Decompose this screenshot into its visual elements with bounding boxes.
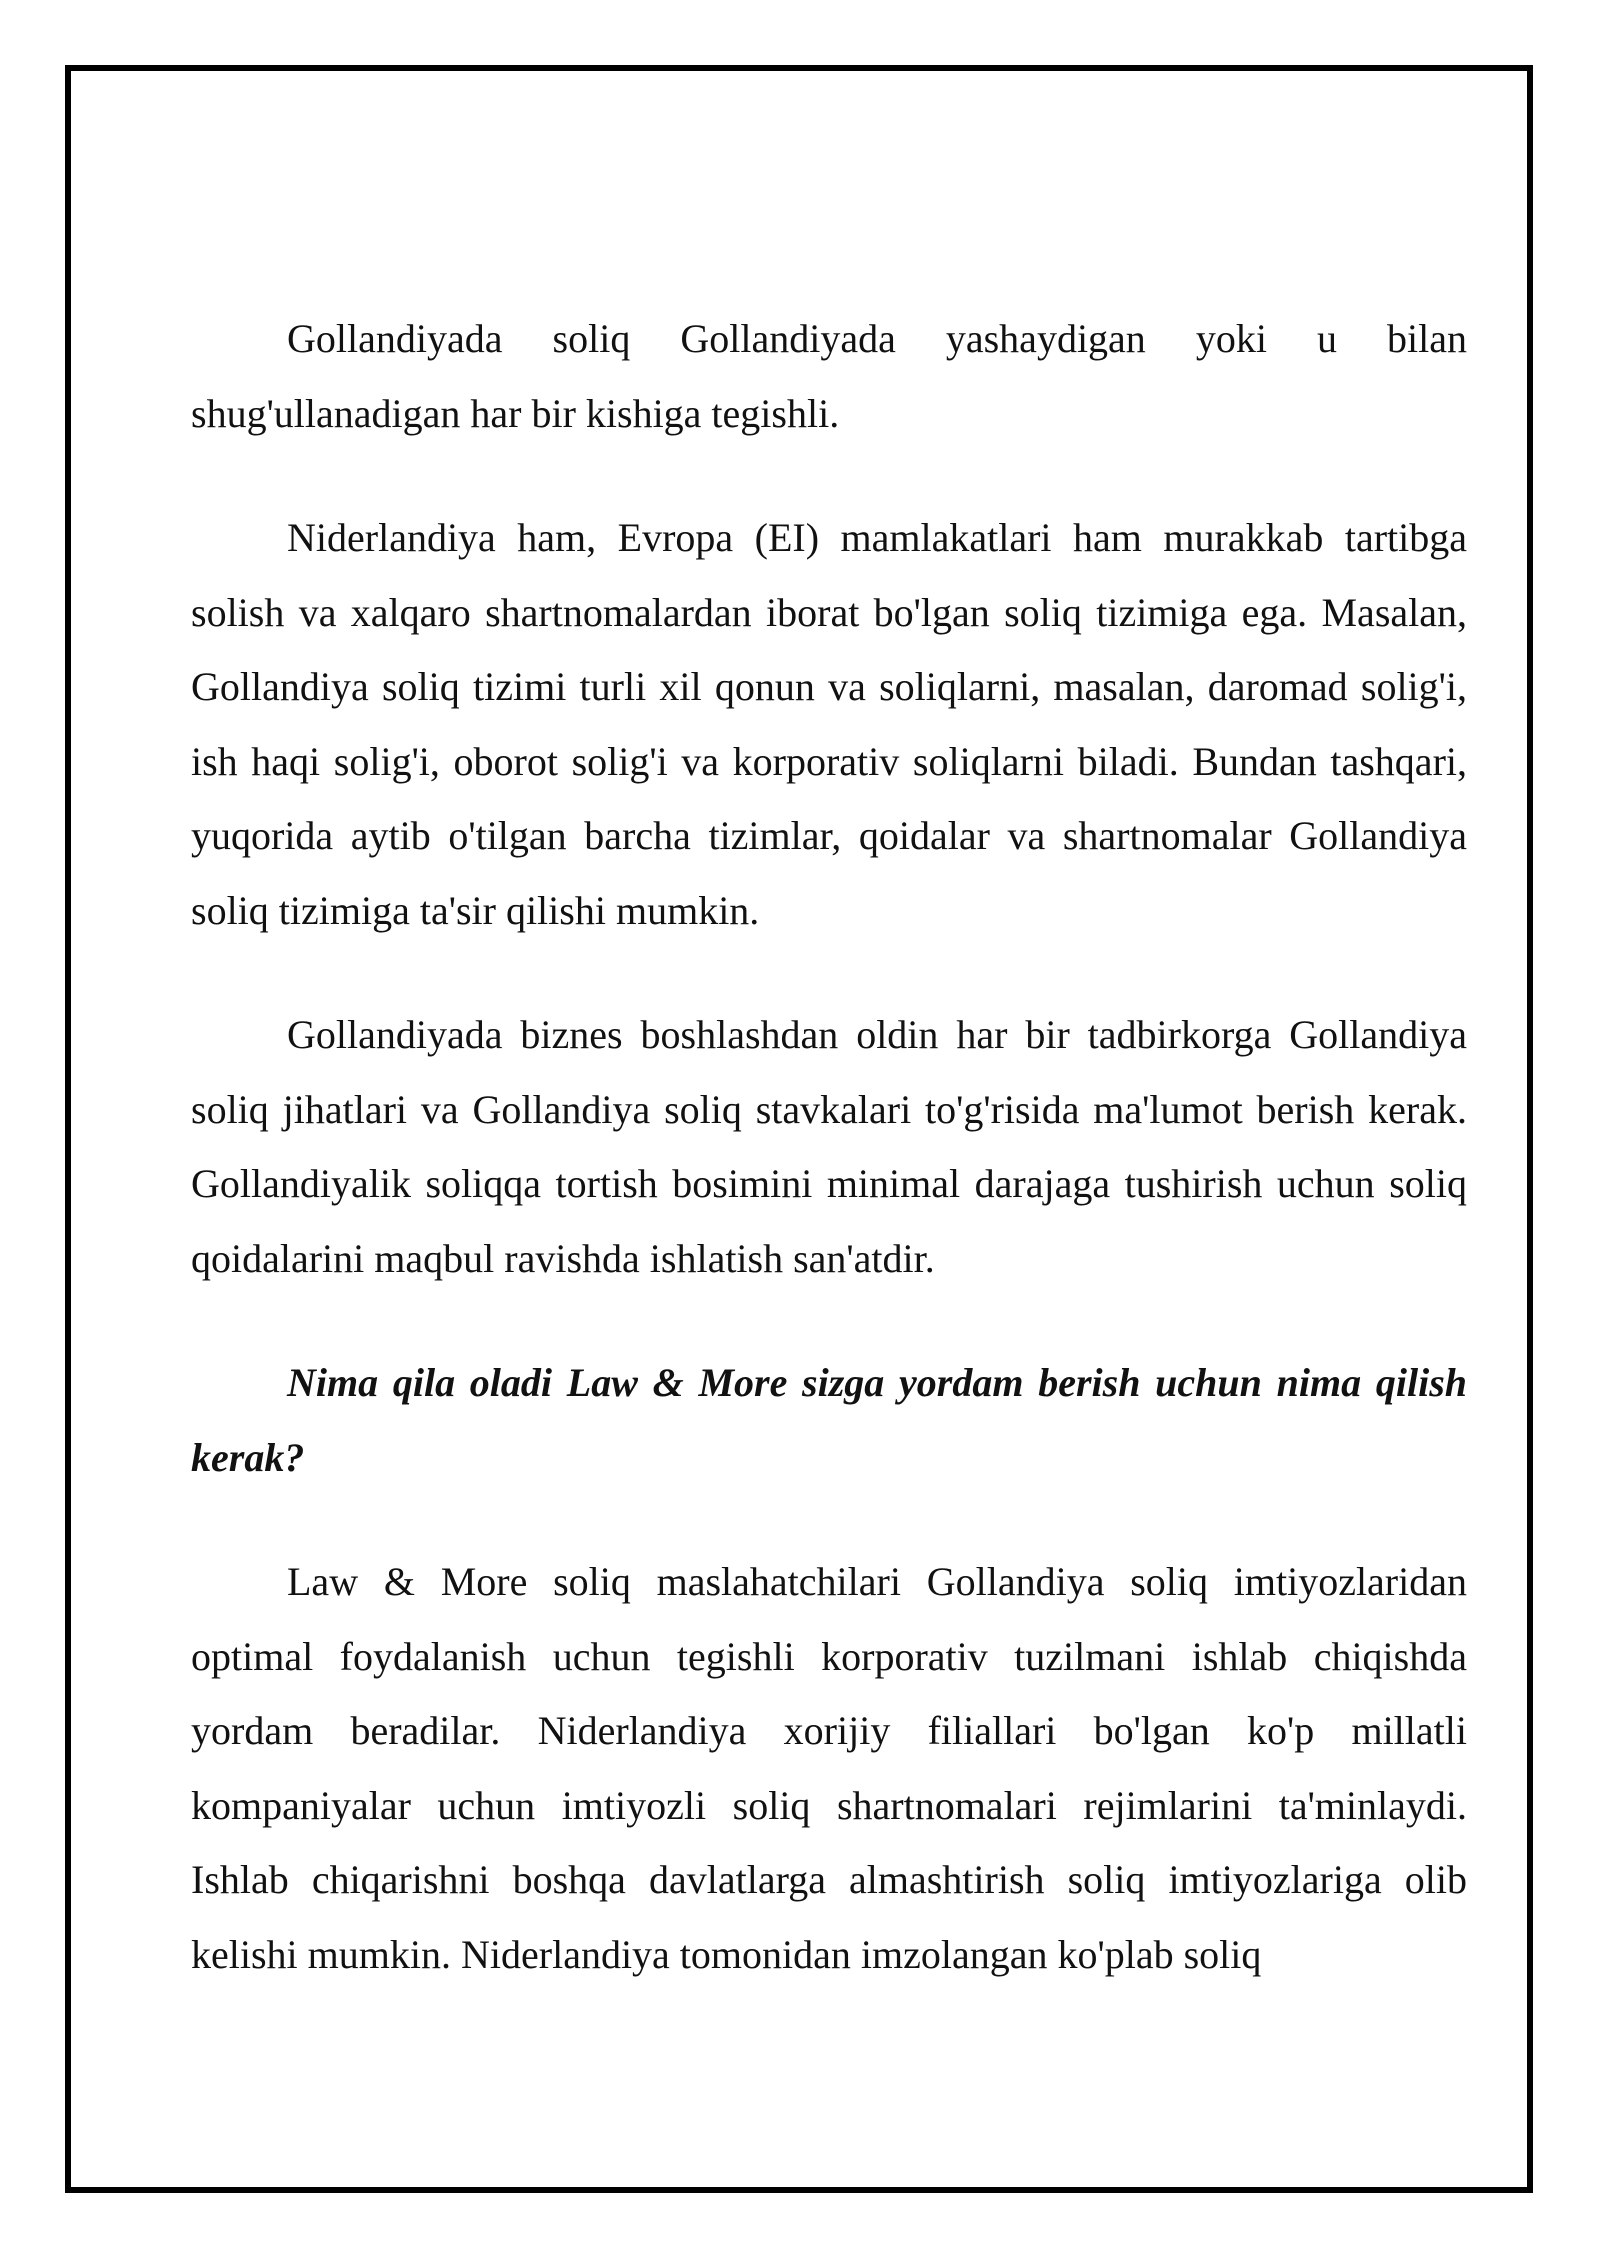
- paragraph-business-start: Gollandiyada biznes boshlashdan oldin har bir tadbirkorga Gollandiya soliq jihatlari va Gollandiya soliq stavkalari to'g'risida ma'lumot berish kerak. Gollandiyalik soliqqa tortish bosimini minimal darajaga tushirish uchun soliq qoidalarini maqbul ravishda ishlatish san'atdir.: [191, 1012, 1467, 1281]
- paragraph-tax-advisors: Law & More soliq maslahatchilari Gollandiya soliq imtiyozlaridan optimal foydalanish uchun tegishli korporativ tuzilmani ishlab chiqishda yordam beradilar. Niderlandiya xorijiy filiallari bo'lgan ko'p millatli kompaniyalar uchun imtiyozli soliq shartnomalari rejimlarini ta'minlaydi. Ishlab chiqarishni boshqa davlatlarga almashtirish soliq imtiyozlariga olib kelishi mumkin. Niderlandiya tomonidan imzolangan ko'plab soliq: [191, 1559, 1467, 1977]
- section-heading: Nima qila oladi Law & More sizga yordam berish uchun nima qilish kerak?: [191, 1360, 1467, 1480]
- paragraph-tax-system: Niderlandiya ham, Evropa (EI) mamlakatlari ham murakkab tartibga solish va xalqaro shartnomalardan iborat bo'lgan soliq tizimiga ega. Masalan, Gollandiya soliq tizimi turli xil qonun va soliqlarni, masalan, daromad solig'i, ish haqi solig'i, oborot solig'i va korporativ soliqlarni biladi. Bundan tashqari, yuqorida aytib o'tilgan barcha tizimlar, qoidalar va shartnomalar Gollandiya soliq tizimiga ta'sir qilishi mumkin.: [191, 515, 1467, 933]
- paragraph-intro: Gollandiyada soliq Gollandiyada yashaydigan yoki u bilan shug'ullanadigan har bir kishiga tegishli.: [191, 316, 1467, 436]
- document-body: [191, 302, 1467, 2042]
